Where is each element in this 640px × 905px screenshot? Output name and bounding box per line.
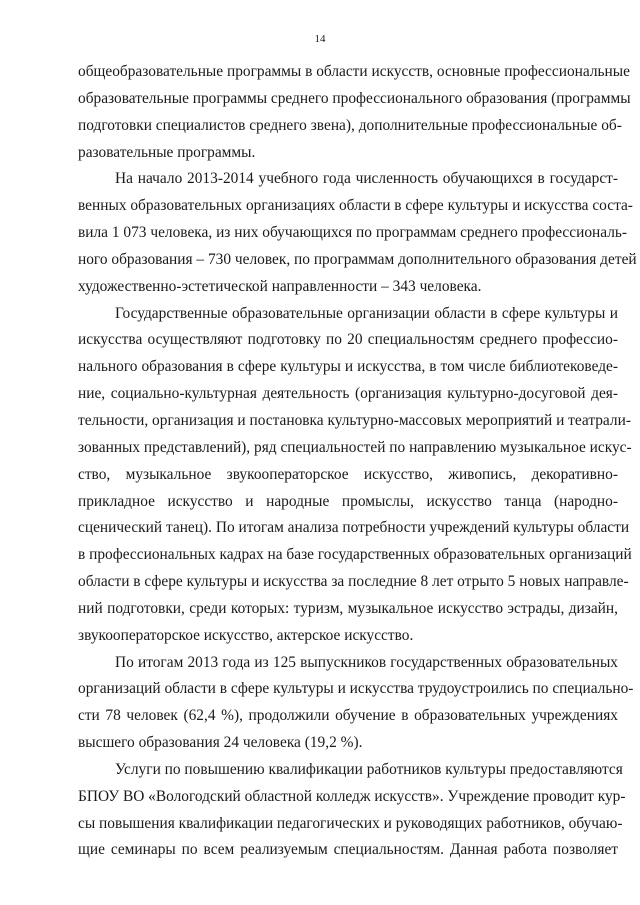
text-line: звукооператорское искусство, актерское искусство. <box>78 626 414 644</box>
text-line: сти 78 человек (62,4 %), продолжили обучение в образовательных учреждениях <box>78 707 618 725</box>
text-line: Государственные образовательные организации области в сфере культуры и <box>115 304 618 322</box>
text-line: организаций области в сфере культуры и искусства трудоустроились по специально- <box>78 680 634 698</box>
text-line: Услуги по повышению квалификации работников культуры предоставляются <box>115 760 623 778</box>
text-line: зованных представлений), ряд специальностей по направлению музыкальное искус- <box>78 438 632 456</box>
text-line: общеобразовательные программы в области искусств, основные профессиональные <box>78 63 630 80</box>
text-line: подготовки специалистов среднего звена), дополнительные профессиональные об- <box>78 116 622 134</box>
text-line: нального образования в сфере культуры и искусства, в том числе библиотековеде- <box>78 358 618 376</box>
document-body <box>78 59 637 864</box>
text-line: вила 1 073 человека, из них обучающихся по программам среднего профессиональ- <box>78 224 628 242</box>
text-line: сценический танец). По итогам анализа потребности учреждений культуры области <box>78 519 630 537</box>
text-line: тельности, организация и постановка культурно-массовых мероприятий и театрали- <box>78 411 631 429</box>
text-line: На начало 2013-2014 учебного года численность обучающихся в государст- <box>115 170 618 188</box>
text-line: БПОУ ВО «Вологодский областной колледж искусств». Учреждение проводит кур- <box>78 787 626 805</box>
text-line: прикладное искусство и народные промыслы, искусство танца (народно- <box>78 492 618 510</box>
text-line: разовательные программы. <box>78 143 256 161</box>
text-line: образовательные программы среднего профессионального образования (программы <box>78 89 631 107</box>
text-line: художественно-эстетической направленности – 343 человека. <box>78 277 482 295</box>
text-line: щие семинары по всем реализуемым специальностям. Данная работа позволяет <box>78 841 618 859</box>
text-line: сы повышения квалификации педагогических и руководящих работников, обучаю- <box>78 814 623 832</box>
text-line: ного образования – 730 человек, по программам дополнительного образования детей <box>78 250 637 268</box>
text-line: ние, социально-культурная деятельность (организация культурно-досуговой дея- <box>78 385 618 403</box>
text-line: венных образовательных организациях области в сфере культуры и искусства соста- <box>78 197 633 215</box>
text-line: искусства осуществляют подготовку по 20 специальностям среднего профессио- <box>78 331 618 349</box>
text-line: высшего образования 24 человека (19,2 %). <box>78 734 363 752</box>
text-line: ний подготовки, среди которых: туризм, музыкальное искусство эстрады, дизайн, <box>78 599 618 617</box>
text-line: области в сфере культуры и искусства за последние 8 лет отрыто 5 новых направле- <box>78 573 629 591</box>
text-line: ство, музыкальное звукооператорское искусство, живопись, декоративно- <box>78 465 618 483</box>
text-line: в профессиональных кадрах на базе государственных образовательных организаций <box>78 546 632 564</box>
page-number: 14 <box>314 33 326 45</box>
text-line: По итогам 2013 года из 125 выпускников государственных образовательных <box>115 653 618 671</box>
